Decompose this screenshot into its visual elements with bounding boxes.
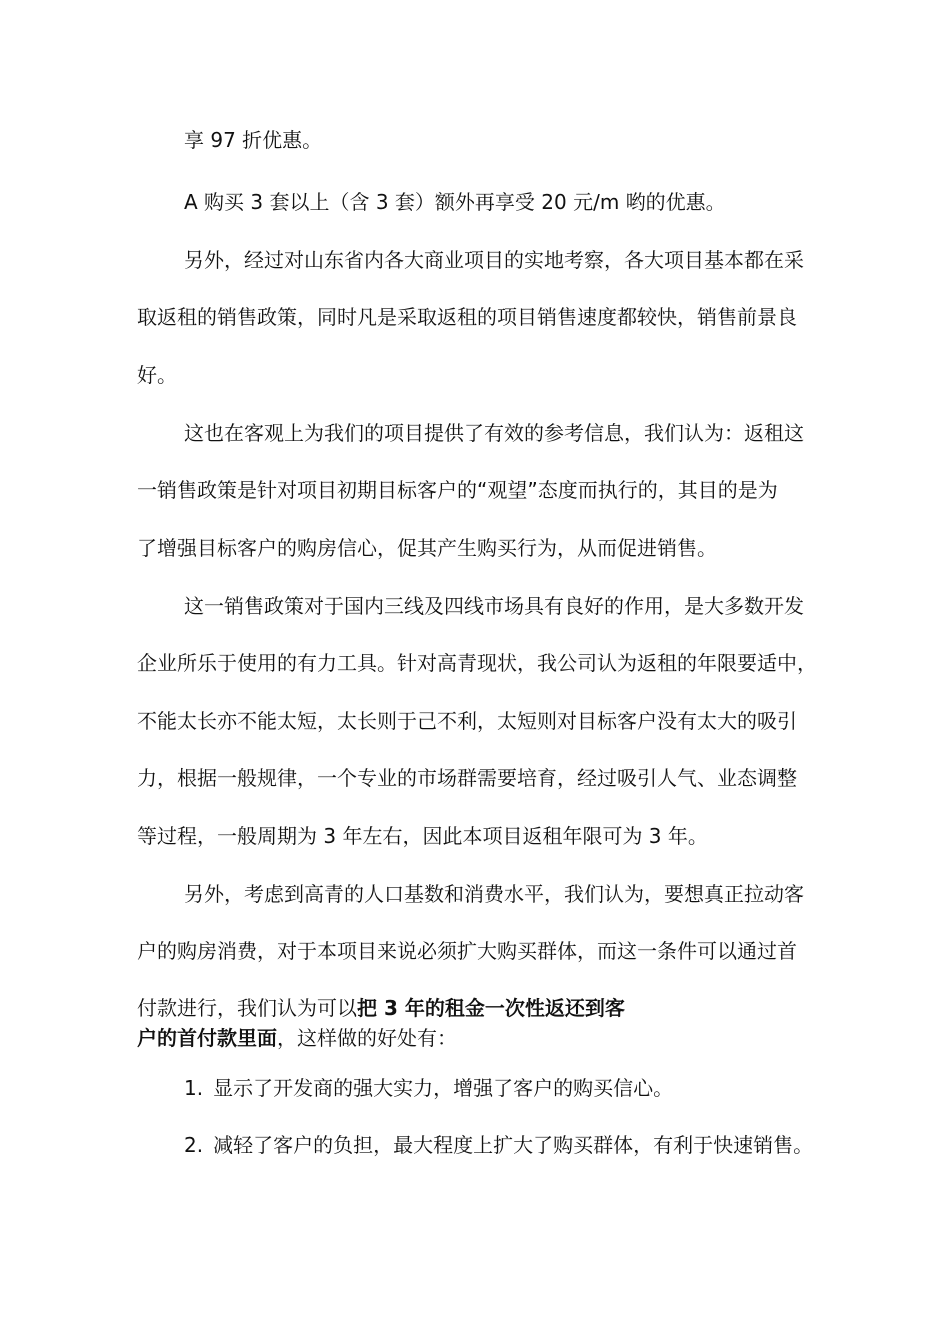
list-item [184,1074,884,1102]
text-line: 等过程，一般周期为 3 年左右，因此本项目返租年限可为 3 年。 [137,824,708,848]
text-line: 户的购房消费，对于本项目来说必须扩大购买群体，而这一条件可以通过首 [137,939,797,963]
text-line: 企业所乐于使用的有力工具。针对高青现状，我公司认为返租的年限要适中， [137,651,817,675]
text-line: 取返租的销售政策，同时凡是采取返租的项目销售速度都较快，销售前景良 [137,305,797,329]
text-line-mixed [137,994,837,1022]
text-span: 付款进行，我们认为可以 [137,996,357,1020]
text-line: 另外，考虑到高青的人口基数和消费水平，我们认为，要想真正拉动客 [184,882,804,906]
list-text: 显示了开发商的强大实力，增强了客户的购买信心。 [213,1076,674,1100]
text-line: 不能太长亦不能太短，太长则于己不利，太短则对目标客户没有太大的吸引 [137,709,797,733]
text-line: 另外，经过对山东省内各大商业项目的实地考察，各大项目基本都在采 [184,248,804,272]
text-line-mixed [137,1024,837,1052]
text-line: 了增强目标客户的购房信心，促其产生购买行为，从而促进销售。 [137,536,717,560]
text-line: 一销售政策是针对项目初期目标客户的“观望”态度而执行的，其目的是为 [137,478,778,502]
text-line: 力，根据一般规律，一个专业的市场群需要培育，经过吸引人气、业态调整 [137,766,797,790]
list-number: 1. [184,1076,204,1100]
bold-text-span: 把 3 年的租金一次性返还到客 [357,996,625,1020]
text-line: A 购买 3 套以上（含 3 套）额外再享受 20 元/m 哟的优惠。 [184,190,726,214]
text-line: 好。 [137,363,177,387]
text-line: 享 97 折优惠。 [184,128,323,152]
text-line: 这一销售政策对于国内三线及四线市场具有良好的作用，是大多数开发 [184,594,804,618]
list-text: 减轻了客户的负担，最大程度上扩大了购买群体，有利于快速销售。 [213,1133,814,1157]
text-line: 这也在客观上为我们的项目提供了有效的参考信息，我们认为：返租这 [184,421,804,445]
text-span: ，这样做的好处有： [277,1026,457,1050]
list-item [184,1131,884,1159]
bold-text-span: 户的首付款里面 [137,1026,277,1050]
list-number: 2. [184,1133,204,1157]
